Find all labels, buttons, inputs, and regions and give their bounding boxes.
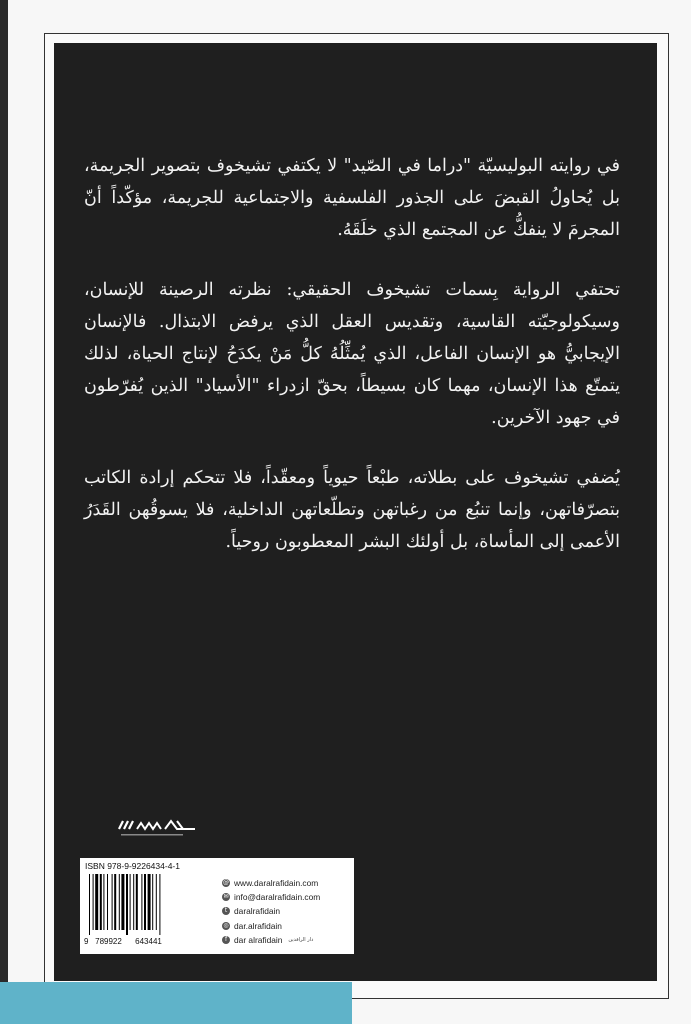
contact-email [222, 890, 352, 904]
publisher-logo-icon [117, 815, 197, 843]
barcode-bar [100, 874, 102, 930]
barcode-icon [87, 874, 183, 935]
barcode-bar [148, 874, 151, 930]
contact-facebook [222, 933, 352, 947]
barcode-digits: 9 789922 643441 [84, 937, 162, 946]
barcode-bar [103, 874, 104, 930]
contact-text: info@daralrafidain.com [234, 892, 321, 903]
contact-text: dar.alrafidain [234, 920, 282, 931]
barcode-bar [121, 874, 124, 930]
blurb-text [84, 150, 620, 586]
contact-twitter [222, 904, 352, 918]
book-spine-edge [0, 0, 8, 1024]
barcode-bar [93, 874, 94, 930]
blurb-paragraph-2: تحتفي الرواية بِسمات تشيخوف الحقيقي: نظرته الرصينة للإنسان، وسيكولوجيّته القاسية، وتقديس العقل الذي يرفض الابتذال. فالإنسان الإيجابيُّ هو الإنسان الفاعل، الذي يُمثِّلُهُ كلُّ مَنْ يكدَحُ لإنتاج الحياة، لذلك يتمتّع هذا الإنسان، مهما كان بسيطاً، بحقّ ازدراء "الأسياد" الذين يُفرّطون في جهود الآخرين. [84, 280, 620, 428]
globe-icon: @ [223, 879, 229, 887]
barcode-bar [156, 874, 157, 930]
barcode-bar [133, 874, 134, 930]
barcode-bar [144, 874, 146, 930]
contact-text: dar alrafidain [234, 934, 283, 945]
accent-strip [0, 982, 352, 1024]
facebook-icon: f [222, 936, 230, 944]
blurb-paragraph-1: في روايته البوليسيّة "دراما في الصّيد" لا يكتفي تشيخوف بتصوير الجريمة، بل يُحاولُ القبضَ على الجذور الفلسفية والاجتماعية للجريمة، مؤكّداً أنّ المجرمَ لا ينفكُّ عن المجتمع الذي خلَقَهُ. [84, 156, 620, 240]
twitter-icon: t [222, 907, 230, 915]
contact-website [222, 876, 352, 890]
barcode-bar [107, 874, 108, 930]
barcode-bar [89, 874, 90, 935]
barcode-bar [126, 874, 128, 935]
barcode-bar [130, 874, 131, 930]
contact-instagram [222, 919, 352, 933]
contact-text: daralrafidain [234, 906, 281, 917]
barcode-bar [112, 874, 113, 930]
isbn-label [80, 858, 354, 954]
publisher-name-arabic: دار الرافدين [288, 936, 314, 943]
barcode-bar [141, 874, 142, 930]
barcode-bar [114, 874, 116, 930]
barcode-bar [119, 874, 120, 930]
blurb-paragraph-3: يُضفي تشيخوف على بطلاته، طبْعاً حيوياً ومعقّداً، فلا تتحكم إرادة الكاتب بتصرّفاتهن، وإنما تنبُع من رغباتهن وتطلّعاتهن الداخلية، فلا يسوقُهن القَدَرُ الأعمى إلى المأساة، بل أولئك البشر المعطوبون روحياً. [84, 468, 620, 552]
barcode-bar [136, 874, 138, 930]
instagram-icon: ◎ [223, 921, 229, 929]
isbn-number: ISBN 978-9-9226434-4-1 [85, 861, 180, 871]
email-icon: ✉ [223, 893, 229, 901]
publisher-contacts [222, 876, 352, 947]
barcode-bar [159, 874, 160, 935]
barcode-bar [152, 874, 153, 930]
contact-text: www.daralrafidain.com [234, 878, 319, 889]
barcode-bar [95, 874, 98, 930]
